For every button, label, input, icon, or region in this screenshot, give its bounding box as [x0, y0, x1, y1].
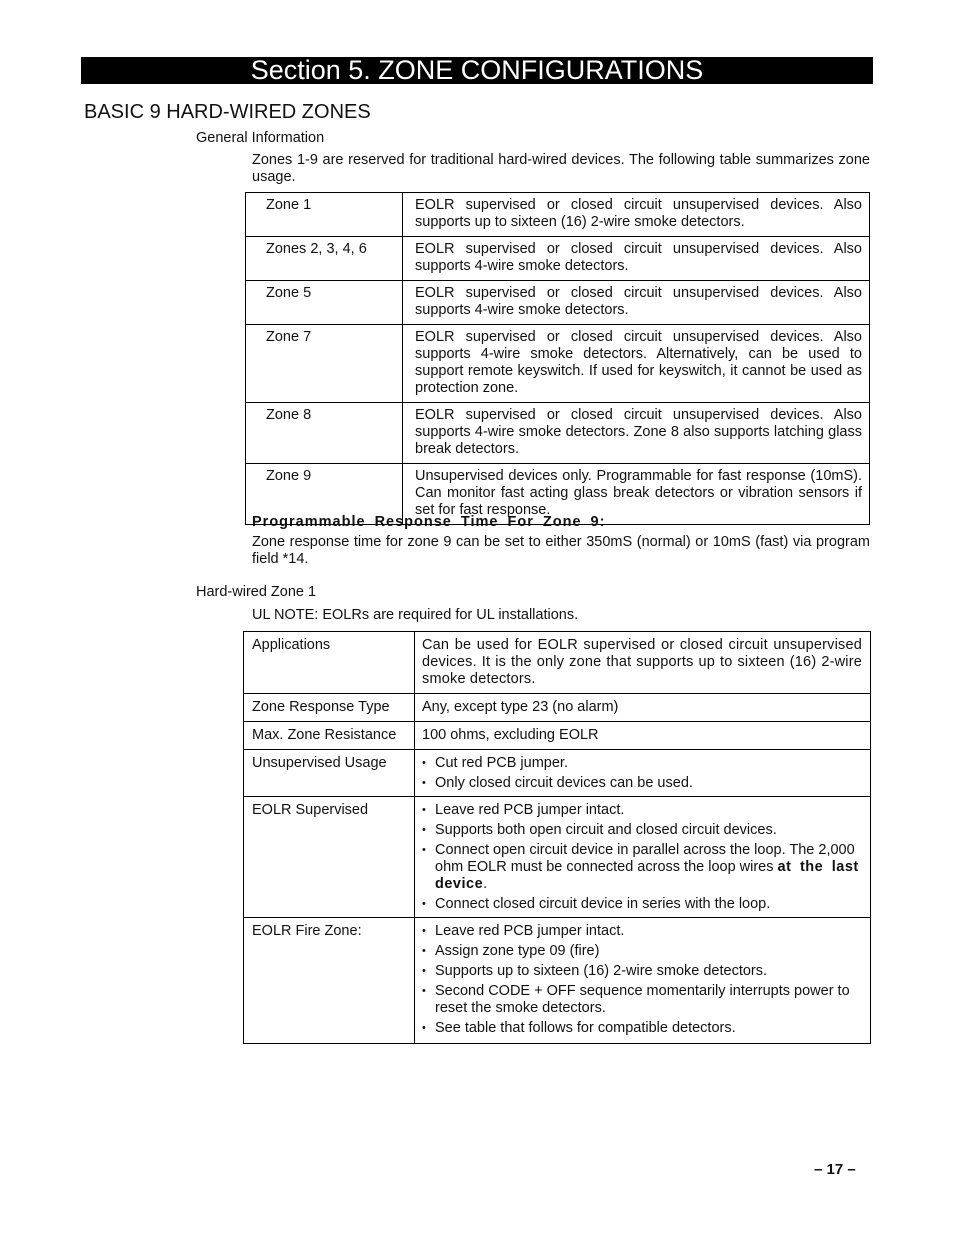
zone-label: Zones 2, 3, 4, 6 [246, 237, 403, 281]
zone-label: Zone 5 [246, 281, 403, 325]
list-item [422, 842, 862, 893]
zone-usage-table [245, 192, 870, 525]
zone1-table [243, 631, 871, 1044]
list-item: • Only closed circuit devices can be used. [422, 775, 862, 792]
row-value: 100 ohms, excluding EOLR [415, 722, 871, 750]
table-row [244, 797, 871, 918]
zone-desc: EOLR supervised or closed circuit unsupervised devices. Also supports 4-wire smoke detectors. [403, 237, 870, 281]
row-label: Unsupervised Usage [244, 750, 415, 797]
list-item: • Connect closed circuit device in series with the loop. [422, 896, 862, 913]
zone-label: Zone 7 [246, 325, 403, 403]
list-item: • See table that follows for compatible detectors. [422, 1020, 862, 1037]
list-item: • Leave red PCB jumper intact. [422, 923, 862, 940]
row-value [415, 797, 871, 918]
list-item: • Assign zone type 09 (fire) [422, 943, 862, 960]
list-item: • Supports up to sixteen (16) 2-wire smoke detectors. [422, 963, 862, 980]
row-label: Applications [244, 632, 415, 694]
zone-label: Zone 1 [246, 193, 403, 237]
table-row [246, 281, 870, 325]
list-item: • Second CODE + OFF sequence momentarily interrupts power to reset the smoke detectors. [422, 983, 862, 1017]
programmable-text: Zone response time for zone 9 can be set to either 350mS (normal) or 10mS (fast) via program field *14. [252, 534, 870, 567]
table-row [244, 750, 871, 797]
general-info-subheading: General Information [196, 130, 325, 146]
row-label: EOLR Supervised [244, 797, 415, 918]
zone-desc: EOLR supervised or closed circuit unsupervised devices. Also supports 4-wire smoke detectors. Alternatively, can be used to support remote keyswitch. If used for keyswitch, it cannot be used as protection zone. [403, 325, 870, 403]
bullet-text: Connect open circuit device in parallel across the loop. The 2,000 ohm EOLR must be connected across the loop wires [435, 842, 855, 875]
table-row [246, 193, 870, 237]
zone-label: Zone 8 [246, 403, 403, 464]
table-row [244, 918, 871, 1044]
table-row [246, 403, 870, 464]
list-item: • Supports both open circuit and closed circuit devices. [422, 822, 862, 839]
list-item: • Leave red PCB jumper intact. [422, 802, 862, 819]
bullet-end: . [483, 876, 488, 892]
row-value [415, 918, 871, 1044]
programmable-title: Programmable Response Time For Zone 9: [252, 514, 606, 530]
row-value [415, 750, 871, 797]
page-number: – 17 – [814, 1161, 856, 1178]
general-intro: Zones 1-9 are reserved for traditional hard-wired devices. The following table summarizes zone usage. [252, 152, 870, 185]
ul-note: UL NOTE: EOLRs are required for UL installations. [252, 607, 579, 623]
table-row [246, 325, 870, 403]
table-row [244, 694, 871, 722]
hardwired-subheading: Hard-wired Zone 1 [196, 584, 317, 600]
zone-label: Zone 9 [246, 464, 403, 525]
main-heading: BASIC 9 HARD-WIRED ZONES [84, 101, 371, 123]
table-row [246, 237, 870, 281]
bullet-emphasis: at the last device [435, 859, 859, 892]
section-title: Section 5. ZONE CONFIGURATIONS [81, 57, 873, 84]
zone-desc: Unsupervised devices only. Programmable for fast response (10mS). Can monitor fast acting glass break detectors or vibration sensors if set for fast response. [403, 464, 870, 525]
row-label: EOLR Fire Zone: [244, 918, 415, 1044]
table-row [244, 722, 871, 750]
row-value: Any, except type 23 (no alarm) [415, 694, 871, 722]
table-row [244, 632, 871, 694]
zone-desc: EOLR supervised or closed circuit unsupervised devices. Also supports 4-wire smoke detectors. [403, 281, 870, 325]
zone-desc: EOLR supervised or closed circuit unsupervised devices. Also supports 4-wire smoke detectors. Zone 8 also supports latching glass break detectors. [403, 403, 870, 464]
list-item: • Cut red PCB jumper. [422, 755, 862, 772]
zone-desc: EOLR supervised or closed circuit unsupervised devices. Also supports up to sixteen (16) 2-wire smoke detectors. [403, 193, 870, 237]
row-value: Can be used for EOLR supervised or closed circuit unsupervised devices. It is the only zone that supports up to sixteen (16) 2-wire smoke detectors. [415, 632, 871, 694]
row-label: Max. Zone Resistance [244, 722, 415, 750]
row-label: Zone Response Type [244, 694, 415, 722]
